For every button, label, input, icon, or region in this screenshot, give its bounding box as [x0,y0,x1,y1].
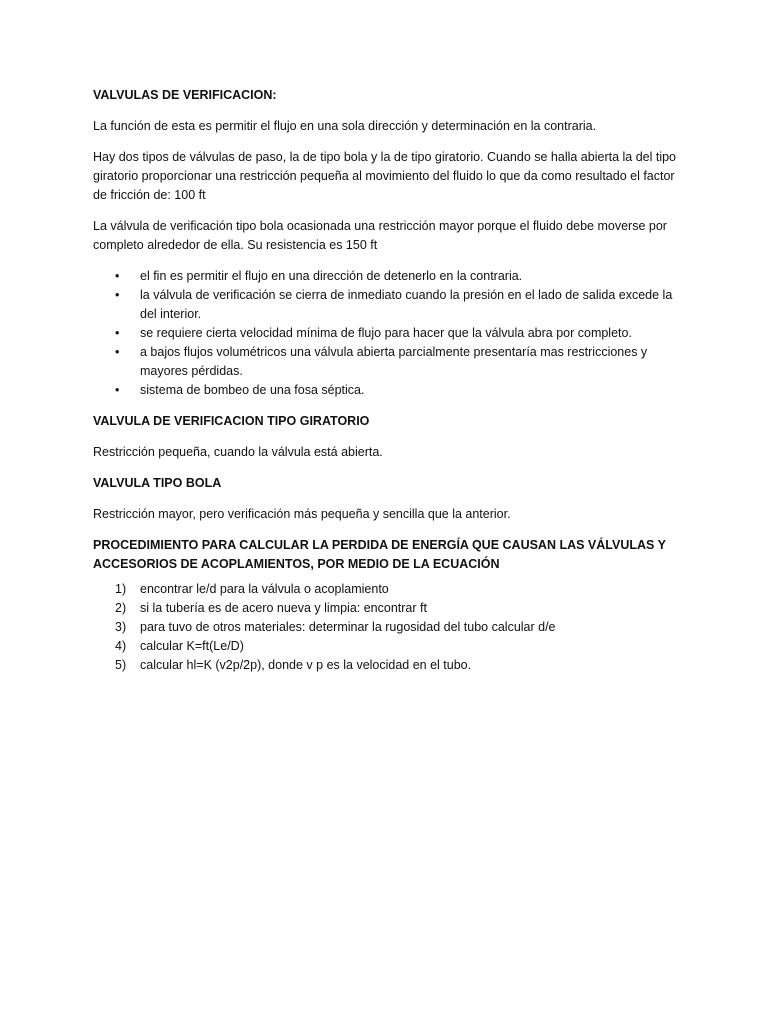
heading-procedimiento: PROCEDIMIENTO PARA CALCULAR LA PERDIDA DE ENERGÍA QUE CAUSAN LAS VÁLVULAS Y ACCESORIOS DE ACOPLAMIENTOS, POR MEDIO DE LA ECUACIÓN [93,538,666,571]
list-item [93,381,683,400]
paragraph-tipo-bola: La válvula de verificación tipo bola ocasionada una restricción mayor porque el fluido debe moverse por completo alrededor de ella. Su resistencia es 150 ft [93,219,667,252]
step-number: 5) [115,658,127,672]
list-item [93,286,683,324]
heading-tipo-bola: VALVULA TIPO BOLA [93,476,222,490]
list-item-text: a bajos flujos volumétricos una válvula abierta parcialmente presentaría mas restricciones y mayores pérdidas. [140,345,648,378]
bullet-icon: • [115,383,120,397]
list-item-text: sistema de bombeo de una fosa séptica. [140,383,365,397]
heading-valvulas-verificacion: VALVULAS DE VERIFICACION: [93,88,277,102]
list-item [93,656,683,675]
step-text: si la tubería es de acero nueva y limpia: encontrar ft [140,601,427,615]
list-item [93,343,683,381]
list-item [93,618,683,637]
step-number: 3) [115,620,127,634]
paragraph-bola: Restricción mayor, pero verificación más pequeña y sencilla que la anterior. [93,507,511,521]
bullet-icon: • [115,269,120,283]
paragraph-funcion: La función de esta es permitir el flujo en una sola dirección y determinación en la contraria. [93,119,597,133]
step-text: encontrar le/d para la válvula o acoplamiento [140,582,389,596]
list-item [93,324,683,343]
list-item-text: la válvula de verificación se cierra de inmediato cuando la presión en el lado de salida excede la del interior. [140,288,673,321]
bullet-icon: • [115,326,120,340]
bullet-icon: • [115,288,120,302]
paragraph-tipos-valvulas: Hay dos tipos de válvulas de paso, la de tipo bola y la de tipo giratorio. Cuando se halla abierta la del tipo giratorio proporcionar una restricción pequeña al movimiento del fluido lo que da como resultado el factor de fricción de: 100 ft [93,150,677,202]
document-page [93,86,683,675]
step-text: calcular K=ft(Le/D) [140,639,244,653]
heading-tipo-giratorio: VALVULA DE VERIFICACION TIPO GIRATORIO [93,414,370,428]
step-text: para tuvo de otros materiales: determinar la rugosidad del tubo calcular d/e [140,620,556,634]
list-item-text: el fin es permitir el flujo en una dirección de detenerlo en la contraria. [140,269,523,283]
step-text: calcular hl=K (v2p/2p), donde v p es la velocidad en el tubo. [140,658,472,672]
steps-list [93,580,683,675]
list-item [93,580,683,599]
paragraph-giratorio: Restricción pequeña, cuando la válvula está abierta. [93,445,383,459]
step-number: 1) [115,582,127,596]
list-item-text: se requiere cierta velocidad mínima de flujo para hacer que la válvula abra por completo. [140,326,632,340]
bullet-list [93,267,683,400]
list-item [93,599,683,618]
step-number: 4) [115,639,127,653]
list-item [93,637,683,656]
step-number: 2) [115,601,127,615]
list-item [93,267,683,286]
bullet-icon: • [115,345,120,359]
